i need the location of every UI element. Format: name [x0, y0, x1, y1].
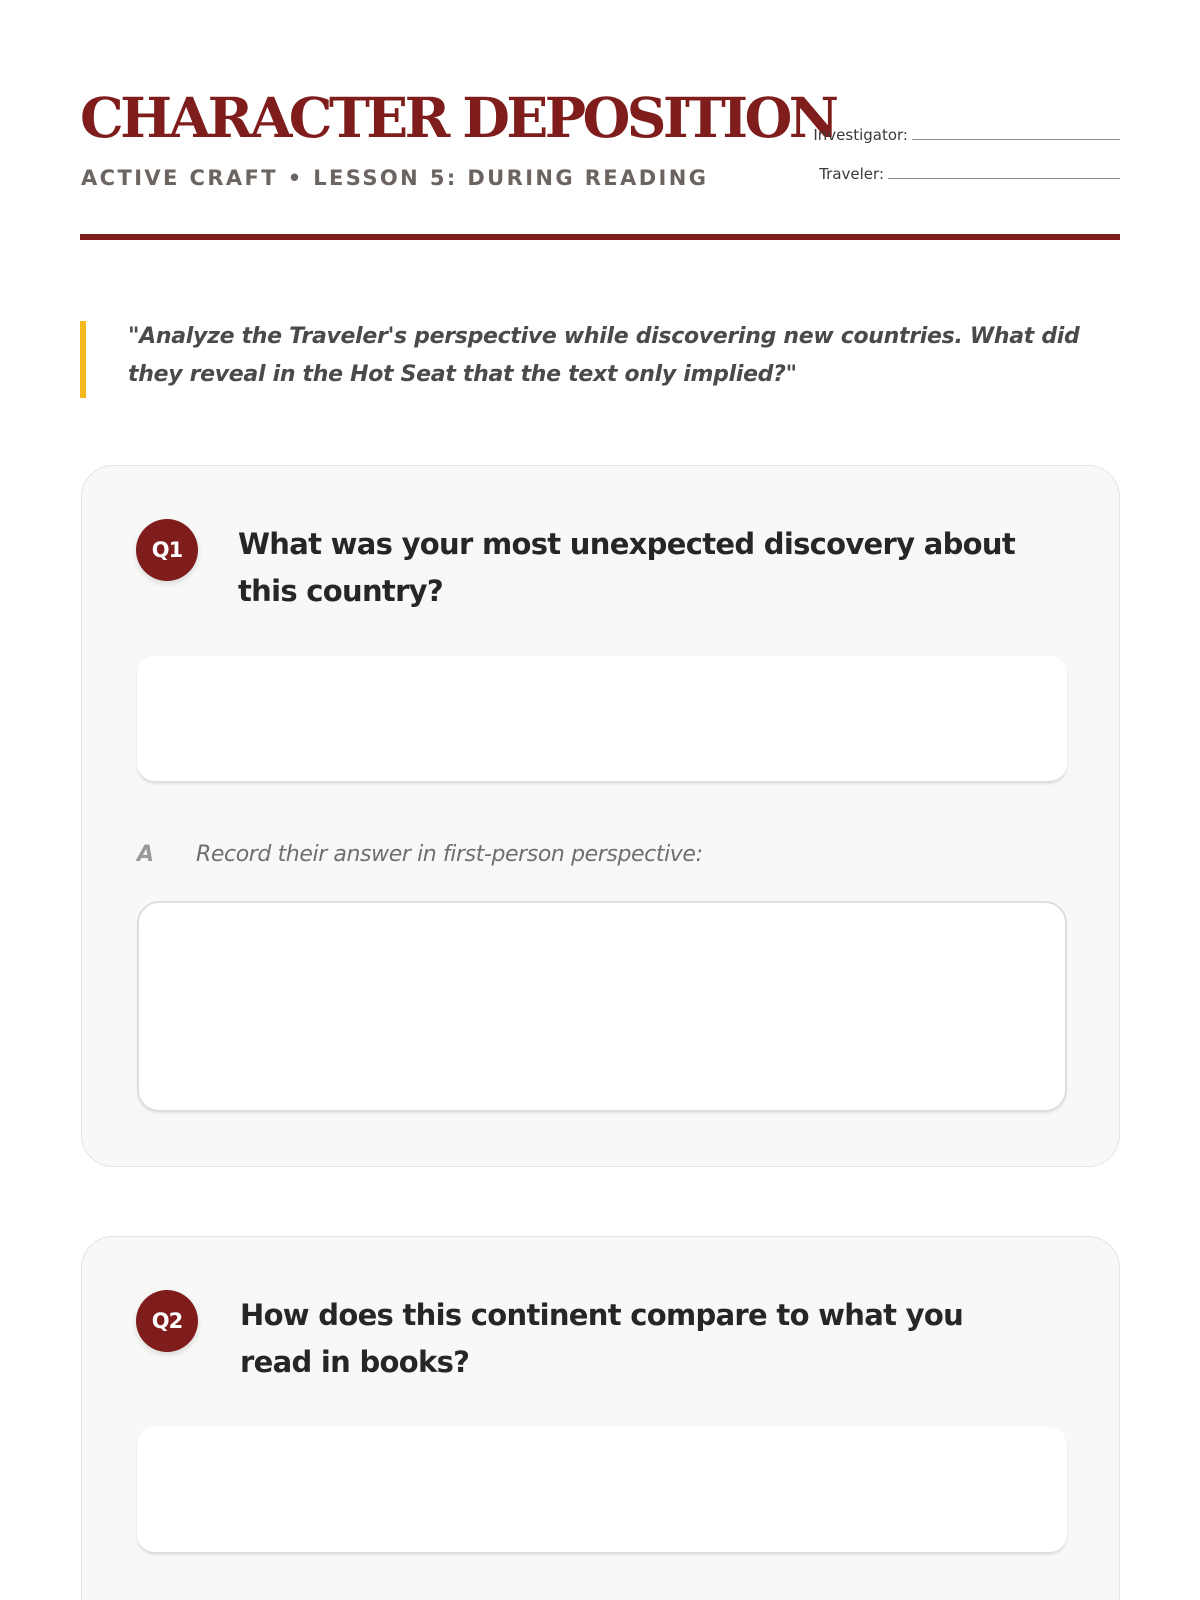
answer-prompt: Record their answer in first-person perspective: — [196, 842, 703, 867]
investigator-blank-line[interactable] — [912, 139, 1120, 140]
question-card-q1 — [81, 465, 1120, 1167]
traveler-label: Traveler: — [819, 165, 884, 183]
page-title: CHARACTER DEPOSITION — [80, 85, 836, 150]
question-notes-box[interactable] — [137, 1427, 1067, 1553]
question-badge: Q1 — [136, 519, 198, 581]
question-notes-box[interactable] — [137, 656, 1067, 782]
traveler-field[interactable] — [819, 165, 1120, 183]
page-subtitle: ACTIVE CRAFT • LESSON 5: DURING READING — [81, 166, 709, 190]
question-text: What was your most unexpected discovery about this country? — [238, 527, 1015, 608]
question-card-q2 — [81, 1236, 1120, 1600]
instruction-quote — [80, 321, 1120, 398]
investigator-field[interactable] — [813, 126, 1120, 144]
header-divider — [80, 234, 1120, 240]
investigator-label: Investigator: — [813, 126, 908, 144]
question-badge: Q2 — [136, 1290, 198, 1352]
worksheet-header — [80, 86, 1120, 242]
answer-box[interactable] — [137, 901, 1067, 1112]
instruction-quote-text: "Analyze the Traveler's perspective while discovering new countries. What did they reveal in the Hot Seat that the text only implied?" — [128, 324, 1080, 387]
question-text: How does this continent compare to what you read in books? — [240, 1298, 964, 1379]
traveler-blank-line[interactable] — [888, 178, 1120, 179]
answer-label: A — [137, 842, 155, 867]
